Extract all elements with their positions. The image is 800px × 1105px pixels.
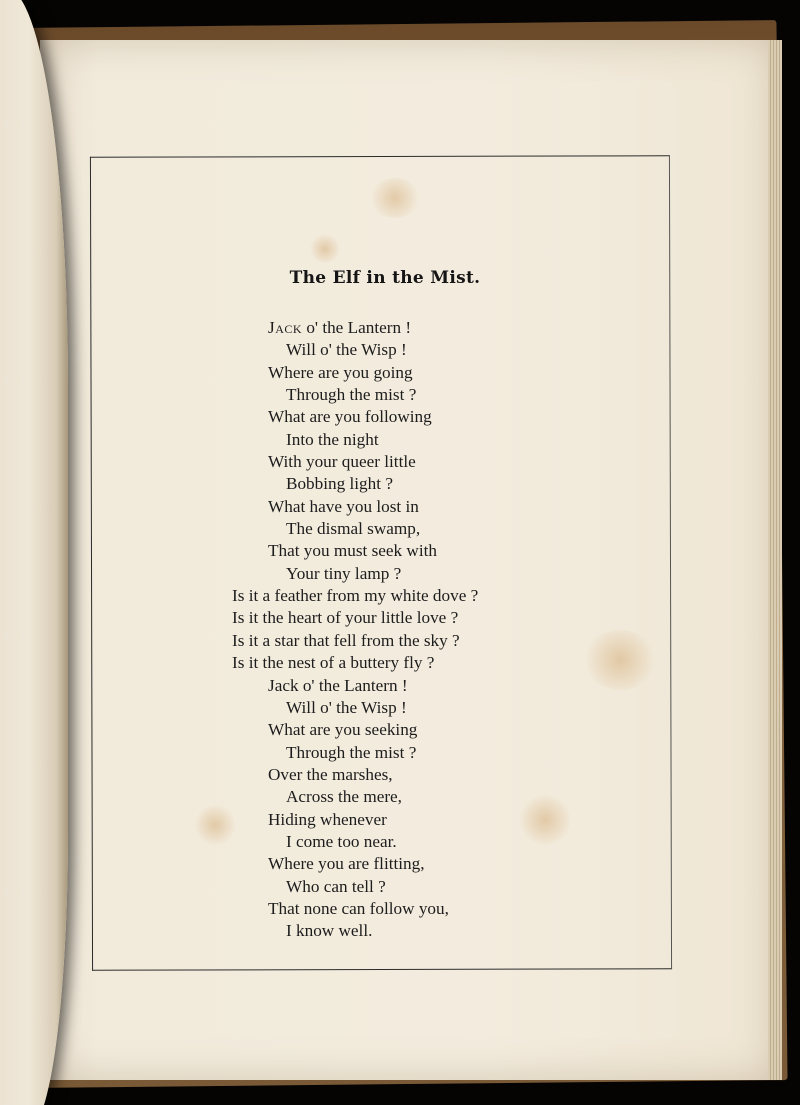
poem-line — [232, 317, 572, 339]
poem-line: Is it the heart of your little love ? — [232, 608, 459, 628]
poem-line: With your queer little — [268, 452, 416, 472]
poem-line: What are you following — [268, 407, 432, 427]
poem-line: That you must seek with — [268, 541, 437, 561]
poem-line: Who can tell ? — [286, 876, 386, 896]
poem-line: Through the mist ? — [286, 742, 417, 762]
poem-line-rest: o' the Lantern ! — [302, 318, 412, 337]
poem-line-initial-word: Jack — [268, 318, 303, 337]
poem-line: Through the mist ? — [286, 385, 417, 405]
poem-line: Is it a star that fell from the sky ? — [232, 630, 460, 650]
poem-line: Bobbing light ? — [286, 474, 393, 494]
poem-title: The Elf in the Mist. — [289, 268, 481, 288]
poem-line: Is it the nest of a buttery fly ? — [232, 653, 435, 673]
page-edges — [768, 40, 782, 1080]
poem-line: Will o' the Wisp ! — [286, 697, 407, 717]
poem-body — [232, 317, 572, 943]
poem-line: I know well. — [286, 921, 373, 941]
poem-line: That none can follow you, — [268, 898, 449, 918]
poem-line: Into the night — [286, 429, 379, 449]
poem-line: What are you seeking — [268, 720, 418, 740]
poem-line: Hiding whenever — [268, 809, 387, 829]
poem-line: Where you are flitting, — [268, 854, 425, 874]
poem-line: Over the marshes, — [268, 764, 393, 784]
poem-line: Will o' the Wisp ! — [286, 340, 407, 360]
poem-line: Where are you going — [268, 362, 413, 382]
poem-line: Across the mere, — [286, 787, 402, 807]
poem-line: Is it a feather from my white dove ? — [232, 586, 479, 606]
poem-line: Your tiny lamp ? — [286, 563, 402, 583]
poem-line: What have you lost in — [268, 496, 419, 516]
poem-line: I come too near. — [286, 831, 397, 851]
poem-line: Jack o' the Lantern ! — [268, 675, 408, 695]
poem-line: The dismal swamp, — [286, 519, 421, 539]
